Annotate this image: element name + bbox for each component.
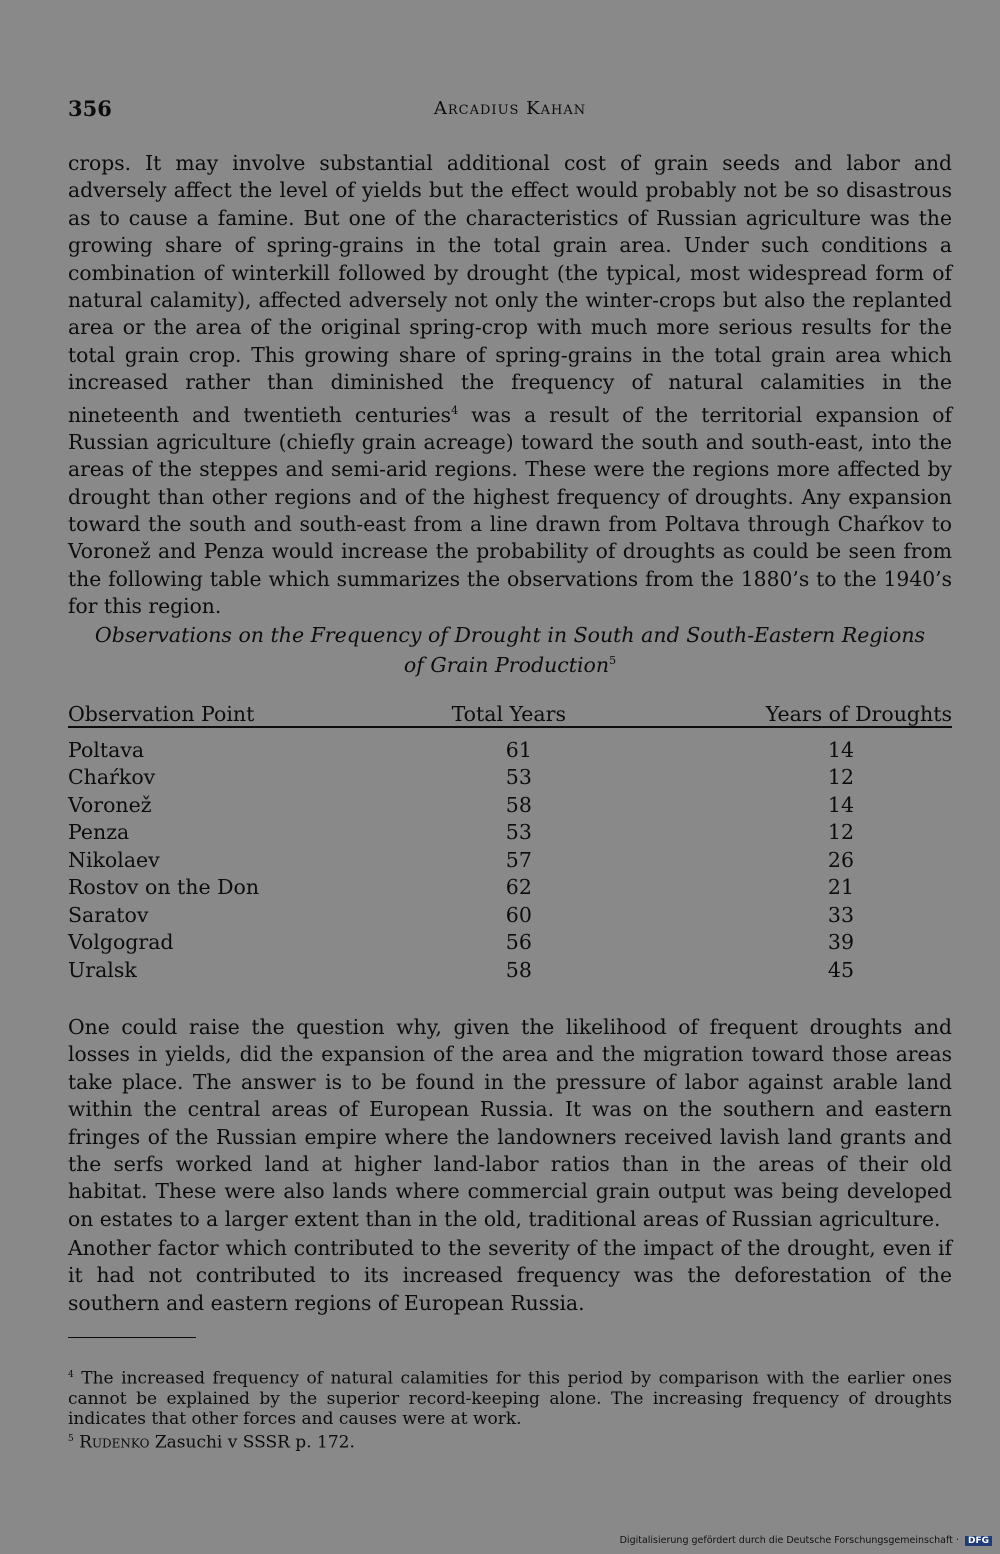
table-row: [68, 846, 952, 874]
footnote-5: [68, 1429, 952, 1453]
footnote-5-author: Rudenko: [79, 1432, 150, 1453]
table-caption: [68, 622, 952, 678]
column-header-total-years: Total Years: [422, 694, 616, 727]
table-row: [68, 764, 952, 792]
paragraph-1-text-cont: was a result of the territorial expansion of Russian agriculture (chiefly grain acreage) toward the south and south-east, into the areas of the steppes and semi-arid regions. These were the regions more affected by drought than other regions and of the highest frequency of droughts. Any expansion toward the south and south-east from a line drawn from Poltava through Chaŕkov to Voronež and Penza would increase the probability of droughts as could be seen from the following table which summarizes the observations from the 1880’s to the 1940’s for this region.: [68, 402, 953, 619]
table-header-row: [68, 694, 952, 727]
cell-observation-point: Rostov on the Don: [68, 875, 260, 900]
cell-observation-point: Uralsk: [68, 957, 137, 982]
paragraph-1-text: crops. It may involve substantial additional cost of grain seeds and labor and adversely affect the level of yields but the effect would probably not be so disastrous as to cause a famine. But one of the characteristics of Russian agriculture was the growing share of spring-grains in the total grain area. Under such conditions a combination of winterkill followed by drought (the typical, most widespread form of natural calamity), affected adversely not only the winter-crops but also the replanted area or the area of the original spring-crop with much more serious results for the total grain crop. This growing share of spring-grains in the total grain area which increased rather than diminished the frequency of natural calamities in the nineteenth and twentieth centuries: [68, 151, 952, 427]
table-row: [68, 956, 952, 984]
table-row: [68, 791, 952, 819]
drought-table: [68, 694, 952, 984]
cell-years-of-droughts: 12: [827, 820, 854, 845]
table-row: [68, 929, 952, 957]
footnote-4: [68, 1365, 952, 1429]
cell-total-years: 53: [505, 820, 532, 845]
footnote-5-marker: 5: [68, 1433, 74, 1444]
cell-total-years: 53: [505, 765, 532, 790]
cell-years-of-droughts: 14: [827, 792, 854, 817]
cell-years-of-droughts: 26: [827, 847, 854, 872]
cell-observation-point: Volgograd: [68, 930, 174, 955]
cell-total-years: 57: [505, 847, 532, 872]
dfg-logo-icon: DFG: [965, 1536, 992, 1546]
table-caption-line-2: [68, 648, 952, 678]
column-header-observation-point: Observation Point: [68, 694, 422, 727]
footnote-5-text: Zasuchi v SSSR p. 172.: [149, 1432, 355, 1453]
cell-observation-point: Chaŕkov: [68, 765, 156, 790]
table-caption-text: of Grain Production: [403, 652, 610, 677]
cell-years-of-droughts: 12: [827, 765, 854, 790]
footnote-ref-4: 4: [451, 403, 459, 417]
cell-years-of-droughts: 21: [827, 875, 854, 900]
cell-years-of-droughts: 39: [827, 930, 854, 955]
footnote-4-text: The increased frequency of natural calamities for this period by comparison with the earlier ones cannot be explained by the superior record-keeping alone. The increasing frequency of droughts indicates that other forces and causes were at work.: [68, 1368, 952, 1429]
footnote-4-marker: 4: [68, 1370, 74, 1380]
cell-total-years: 58: [505, 957, 532, 982]
digitization-credit: Digitalisierung gefördert durch die Deutsche Forschungsgemeinschaft · DFG: [620, 1535, 992, 1546]
cell-total-years: 62: [505, 875, 532, 900]
cell-total-years: 56: [505, 930, 532, 955]
cell-years-of-droughts: 45: [827, 957, 854, 982]
table-row: [68, 819, 952, 847]
footnotes: [68, 1365, 952, 1452]
cell-years-of-droughts: 33: [827, 902, 854, 927]
cell-total-years: 58: [505, 792, 532, 817]
cell-observation-point: Saratov: [68, 902, 149, 927]
cell-observation-point: Voronež: [68, 792, 152, 817]
cell-total-years: 61: [505, 737, 532, 762]
table-row: [68, 901, 952, 929]
table-caption-line-1: Observations on the Frequency of Drought in South and South-Eastern Regions: [94, 623, 926, 647]
credit-text: Digitalisierung gefördert durch die Deutsche Forschungsgemeinschaft: [619, 1535, 953, 1546]
body-paragraph-1: [68, 150, 952, 621]
cell-observation-point: Poltava: [68, 737, 145, 762]
cell-observation-point: Nikolaev: [68, 847, 160, 872]
column-header-years-of-droughts: Years of Droughts: [616, 694, 952, 727]
page-number: 356: [68, 96, 112, 121]
cell-total-years: 60: [505, 902, 532, 927]
table-row: [68, 874, 952, 902]
cell-years-of-droughts: 14: [827, 737, 854, 762]
cell-observation-point: Penza: [68, 820, 130, 845]
running-head: Arcadius Kahan: [433, 98, 587, 119]
table-row: [68, 727, 952, 764]
body-paragraph-2: One could raise the question why, given the likelihood of frequent droughts and losses in yields, did the expansion of the area and the migration toward those areas take place. The answer is to be found in the pressure of labor against arable land within the central areas of European Russia. It was on the southern and eastern fringes of the Russian empire where the landowners received lavish land grants and the serfs worked land at higher land-labor ratios than in the areas of their old habitat. These were also lands where commercial grain output was being developed on estates to a larger extent than in the old, traditional areas of Russian agriculture.: [68, 1015, 952, 1231]
footnote-ref-5: 5: [609, 654, 617, 667]
footnote-separator: [68, 1337, 196, 1338]
page-header: [68, 96, 952, 126]
body-paragraph-3: Another factor which contributed to the severity of the impact of the drought, even if it had not contributed to its increased frequency was the deforestation of the southern and eastern regions of European Russia.: [68, 1236, 952, 1315]
